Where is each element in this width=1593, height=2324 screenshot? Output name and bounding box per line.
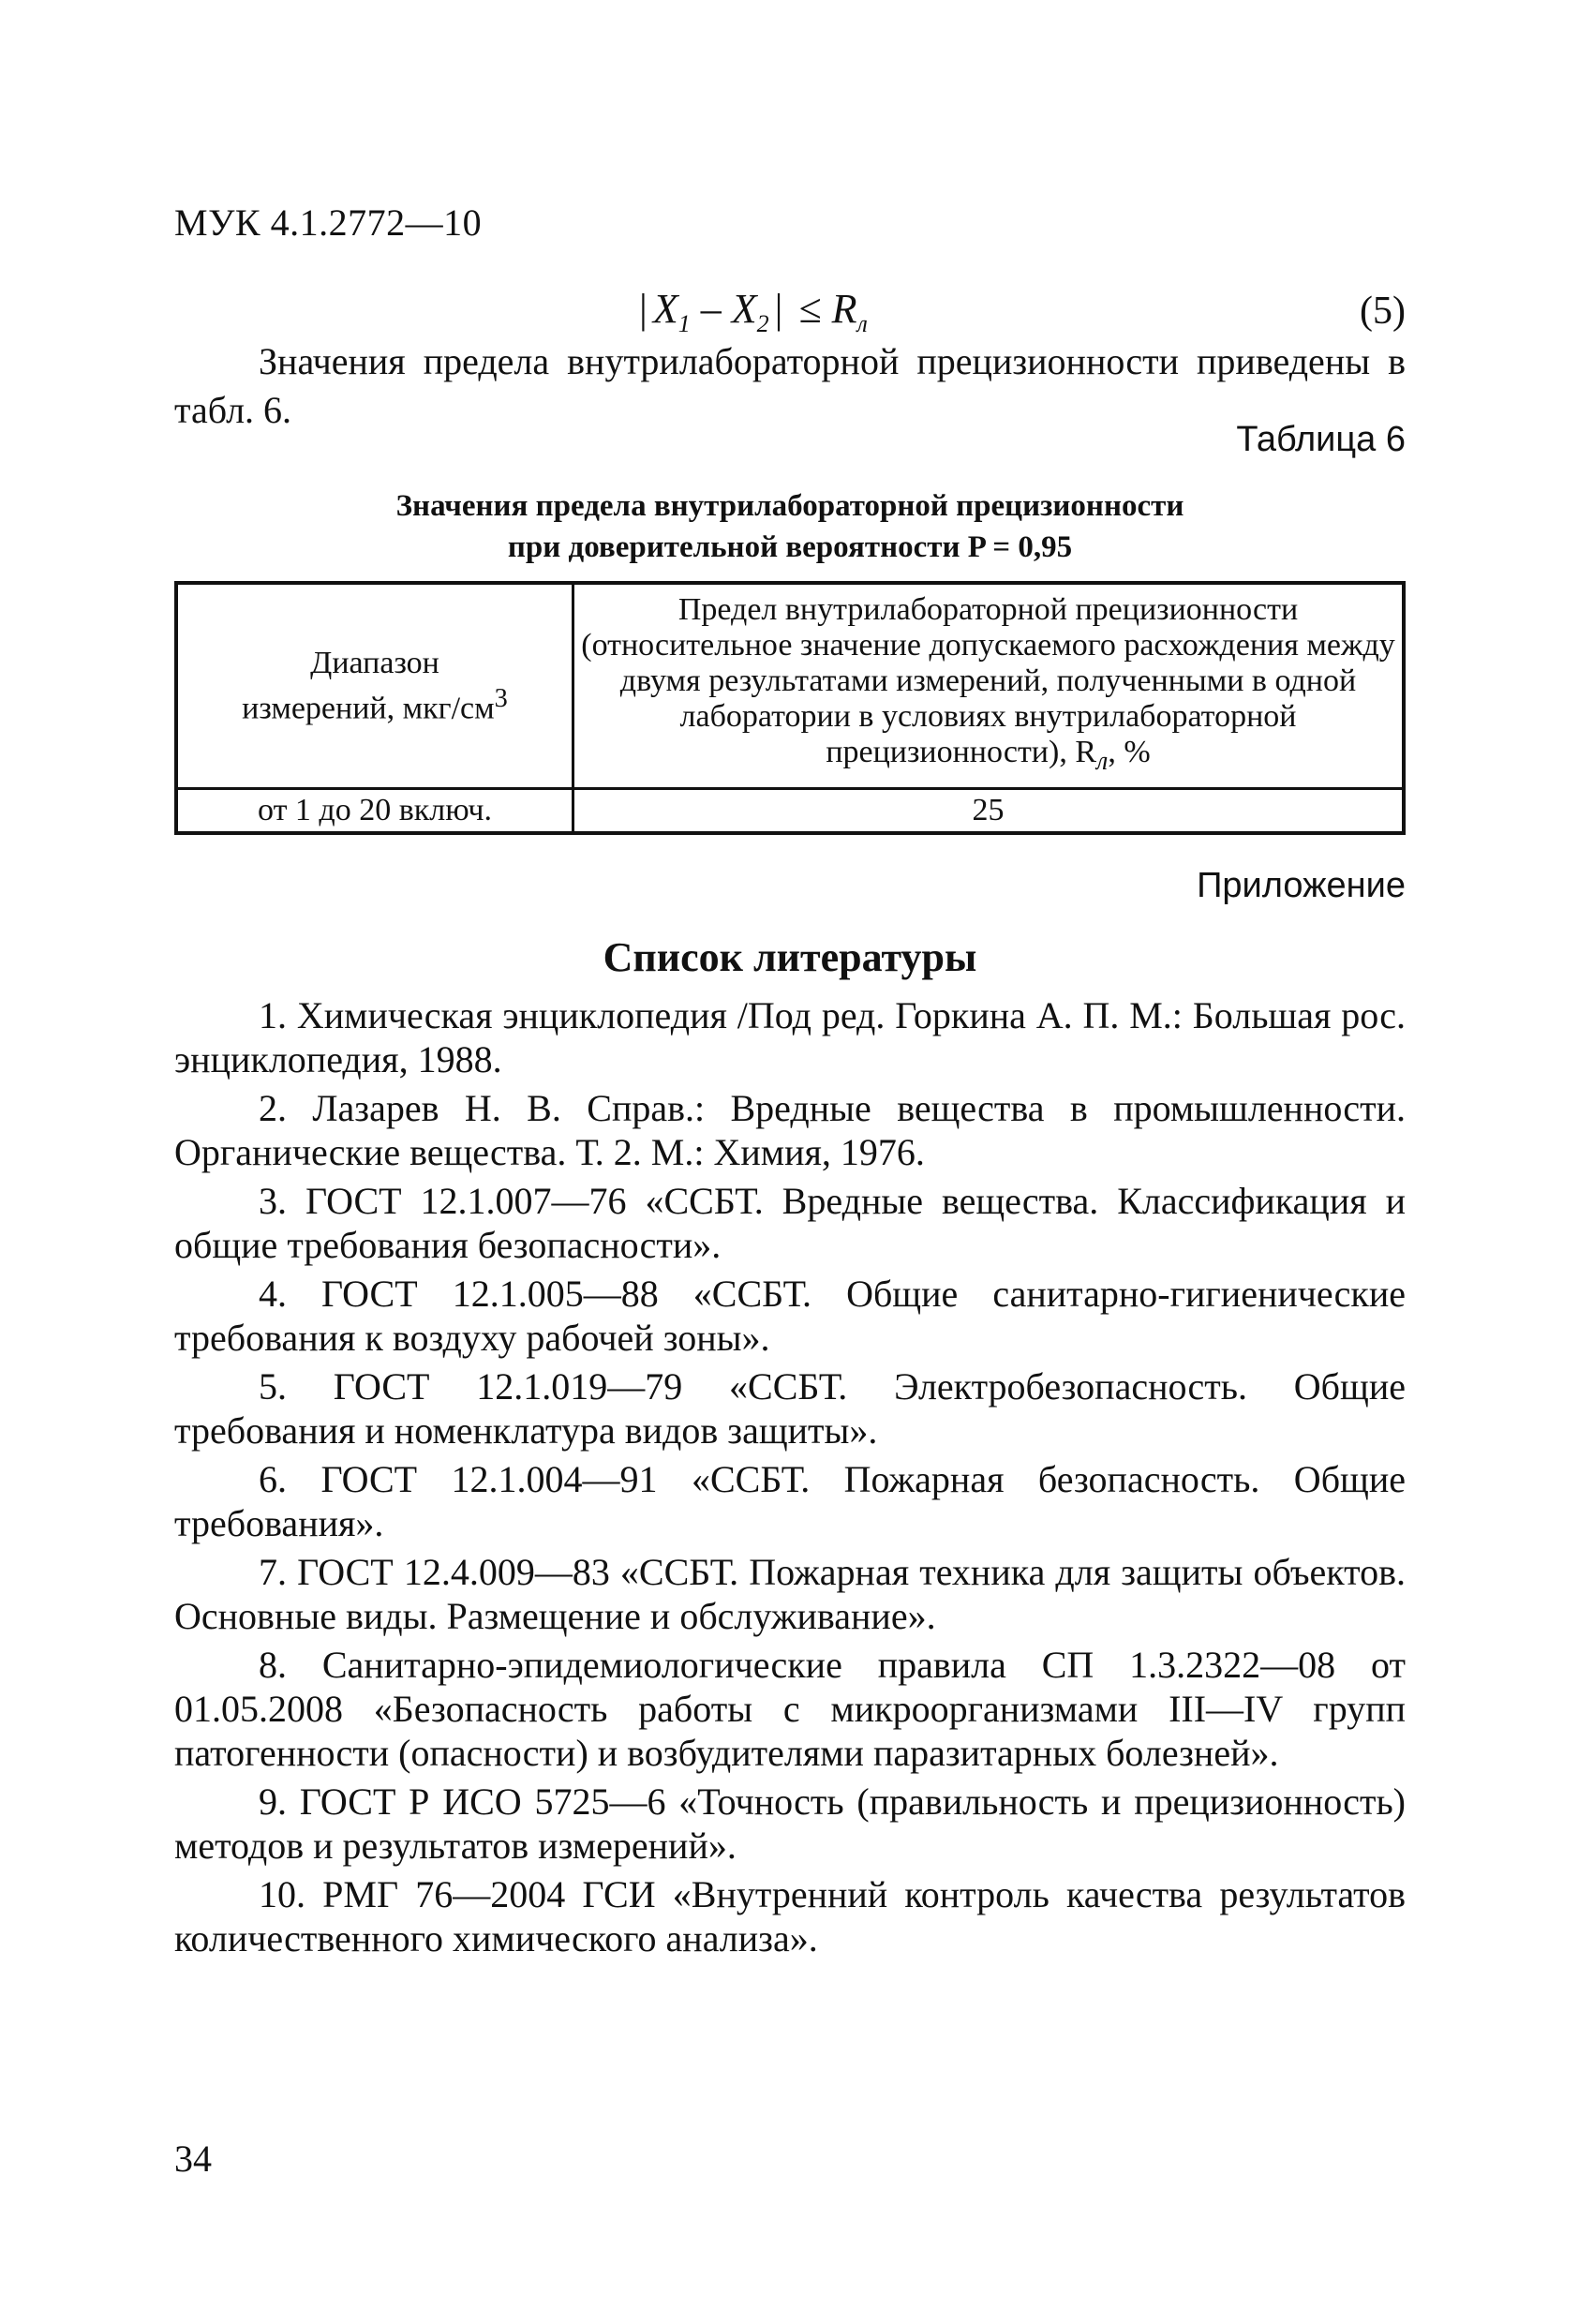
table-header-range-sup: 3: [494, 683, 508, 713]
table-header-precision-tail: , %: [1108, 735, 1151, 769]
list-item: 8. Санитарно-эпидемиологические правила СП 1.3.2322—08 от 01.05.2008 «Безопасность работы с микроорганизмами III—IV групп патогенности (опасности) и возбудителями паразитарных болезней».: [174, 1644, 1406, 1774]
formula-r-sub: л: [856, 309, 868, 337]
table-title-line-2: при доверительной вероятности P = 0,95: [507, 530, 1073, 564]
table-header-precision-text: Предел внутрилабораторной прецизионности (относительное значение допускаемого расхождения между двумя результатами измерений, полученными в одной лаборатории в условиях внутрилабораторной прецизионности), R: [581, 592, 1395, 769]
abs-bar-right: |: [774, 286, 783, 332]
table-header-range: [176, 583, 573, 788]
list-item: 1. Химическая энциклопедия /Под ред. Горкина А. П. М.: Большая рос. энциклопедия, 1988.: [174, 994, 1406, 1080]
appendix-label: Приложение: [1197, 866, 1406, 905]
intro-paragraph: Значения предела внутрилабораторной прецизионности приведены в табл. 6.: [174, 340, 1406, 431]
abs-bar-left: |: [639, 286, 648, 332]
table-title: [174, 485, 1406, 568]
list-item: 2. Лазарев Н. В. Справ.: Вредные вещества в промышленности. Органические вещества. Т. 2. М.: Химия, 1976.: [174, 1087, 1406, 1173]
list-item: 4. ГОСТ 12.1.005—88 «ССБТ. Общие санитарно-гигиенические требования к воздуху рабочей зоны».: [174, 1273, 1406, 1359]
list-item: 9. ГОСТ Р ИСО 5725—6 «Точность (правильность и прецизионность) методов и результатов измерений».: [174, 1780, 1406, 1867]
list-item: 6. ГОСТ 12.1.004—91 «ССБТ. Пожарная безопасность. Общие требования».: [174, 1458, 1406, 1544]
bibliography-title: Список литературы: [603, 934, 977, 980]
table-cell-range: от 1 до 20 включ.: [176, 788, 573, 833]
document-code: МУК 4.1.2772—10: [174, 201, 483, 244]
list-item: 10. РМГ 76—2004 ГСИ «Внутренний контроль качества результатов количественного химического анализа».: [174, 1873, 1406, 1959]
table-header-precision: [573, 583, 1405, 788]
formula-row: [174, 285, 1406, 341]
formula-x2: X: [731, 286, 757, 332]
table-cell-value: 25: [573, 788, 1405, 833]
table-row: [176, 788, 1404, 833]
formula-5: [633, 285, 868, 338]
table-header-range-line-2: измерений, мкг/см: [242, 691, 495, 726]
table-header-range-line-1: Диапазон: [310, 645, 439, 680]
precision-table: [174, 581, 1406, 835]
list-item: 5. ГОСТ 12.1.019—79 «ССБТ. Электробезопасность. Общие требования и номенклатура видов защиты».: [174, 1365, 1406, 1452]
table-title-line-1: Значения предела внутрилабораторной прецизионности: [395, 489, 1184, 523]
formula-x1: X: [652, 286, 678, 332]
table-header-precision-sub: л: [1096, 746, 1109, 776]
formula-r: R: [831, 286, 857, 332]
equation-number: (5): [1360, 290, 1406, 333]
formula-minus: –: [700, 286, 722, 332]
table-label: Таблица 6: [1236, 420, 1406, 459]
list-item: 7. ГОСТ 12.4.009—83 «ССБТ. Пожарная техника для защиты объектов. Основные виды. Размещение и обслуживание».: [174, 1551, 1406, 1637]
formula-relation: ≤: [798, 286, 822, 332]
bibliography-list: [174, 993, 1406, 1965]
formula-x1-sub: 1: [677, 309, 691, 337]
page-number: 34: [174, 2138, 212, 2180]
list-item: 3. ГОСТ 12.1.007—76 «ССБТ. Вредные вещества. Классификация и общие требования безопасности».: [174, 1180, 1406, 1266]
formula-x2-sub: 2: [756, 309, 769, 337]
